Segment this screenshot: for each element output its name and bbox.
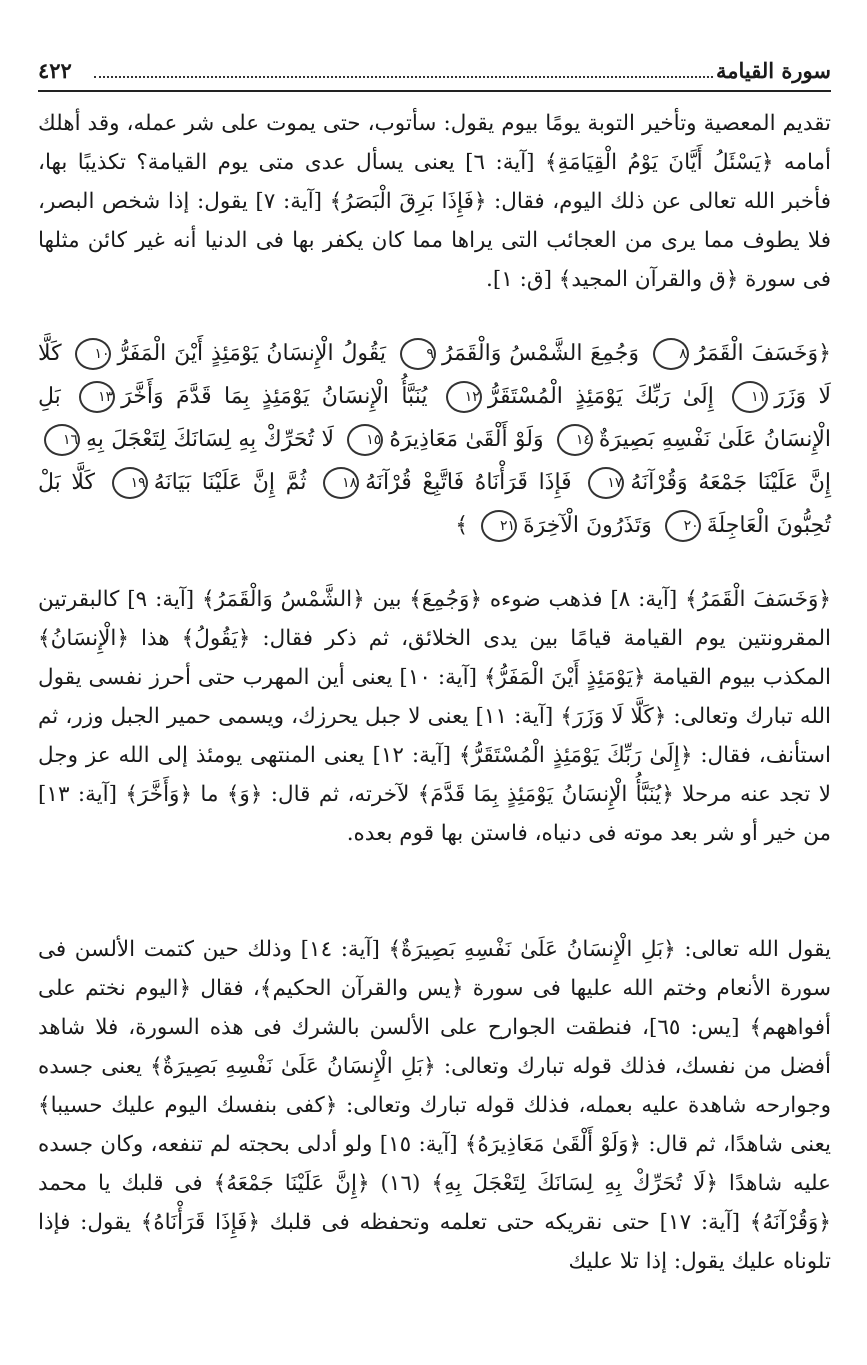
verse-number-marker: ١١ — [732, 381, 768, 413]
verse-number-marker: ١٥ — [347, 424, 383, 456]
commentary-paragraph-1: تقديم المعصية وتأخير التوبة يومًا بيوم يقول: سأتوب، حتى يموت على شر عمله، وقد أهلك أمامه ﴿يَسْئَلُ أَيَّانَ يَوْمُ الْقِيَامَةِ﴾ [آية: ٦] يعنى يسأل عدى متى يوم القيامة؟ تكذيبًا بها، فأخبر الله تعالى عن ذلك اليوم، فقال: ﴿فَإِذَا بَرِقَ الْبَصَرُ﴾ [آية: ٧] يقول: إذا شخص البصر، فلا يطوف مما يرى من العجائب التى يراها مما كان يكفر بها فى الدنيا أنه غير كائن مثلها فى سورة ﴿ق والقرآن المجيد﴾ [ق: ١]. — [38, 111, 832, 292]
verse-number-marker: ٢١ — [481, 510, 517, 542]
verse-text: إِلَىٰ رَبِّكَ يَوْمَئِذٍ الْمُسْتَقَرُّ — [487, 384, 714, 409]
verse-text: كَلَّا بَلْ تُحِبُّونَ الْعَاجِلَةَ — [38, 470, 831, 538]
verse-text: ﴿وَخَسَفَ الْقَمَرُ — [694, 341, 832, 366]
verse-number-marker: ١٠ — [75, 338, 111, 370]
verse-number-marker: ١٣ — [79, 381, 115, 413]
verse-text: وَلَوْ أَلْقَىٰ مَعَاذِيرَهُ — [389, 427, 544, 452]
verse-number-marker: ١٤ — [557, 424, 593, 456]
page-header — [38, 52, 831, 92]
quran-verses-block — [38, 332, 831, 547]
verse-number-marker: ١٨ — [323, 467, 359, 499]
verse-text: يَقُولُ الْإِنسَانُ يَوْمَئِذٍ أَيْنَ الْمَفَرُّ — [117, 341, 387, 366]
verse-text: كَلَّا لَا وَزَرَ — [38, 341, 831, 409]
verse-number-marker: ١٩ — [112, 467, 148, 499]
commentary-paragraph-3: يقول الله تعالى: ﴿بَلِ الْإِنسَانُ عَلَىٰ نَفْسِهِ بَصِيرَةٌ﴾ [آية: ١٤] وذلك حين كتمت الألسن فى سورة الأنعام وختم الله عليها فى سورة ﴿يس والقرآن الحكيم﴾، فقال ﴿اليوم نختم على أفواههم﴾ [يس: ٦٥]، فنطقت الجوارح على الألسن بالشرك فى هذه السورة، فلا شاهد أفضل من نفسك، فذلك قوله تبارك وتعالى: ﴿بَلِ الْإِنسَانُ عَلَىٰ نَفْسِهِ بَصِيرَةٌ﴾ يعنى جسده وجوارحه شاهدة عليه بعمله، فذلك قوله تبارك وتعالى: ﴿كفى بنفسك اليوم عليك حسيبا﴾ يعنى شاهدًا، ثم قال: ﴿وَلَوْ أَلْقَىٰ مَعَاذِيرَهُ﴾ [آية: ١٥] ولو أدلى بحجته لم تنفعه، وكان جسده عليه شاهدًا ﴿لَا تُحَرِّكْ بِهِ لِسَانَكَ لِتَعْجَلَ بِهِ﴾ (١٦) ﴿إِنَّ عَلَيْنَا جَمْعَهُ﴾ فى قلبك يا محمد ﴿وَقُرْآنَهُ﴾ [آية: ١٧] حتى نقريكه حتى تعلمه وتحفظه فى قلبك ﴿فَإِذَا قَرَأْنَاهُ﴾ يقول: فإذا تلوناه عليك يقول: إذا تلا عليك — [38, 937, 831, 1274]
verse-number-marker: ١٢ — [446, 381, 482, 413]
verse-text: إِنَّ عَلَيْنَا جَمْعَهُ وَقُرْآنَهُ — [630, 470, 831, 495]
verse-text: وَجُمِعَ الشَّمْسُ وَالْقَمَرُ — [441, 341, 639, 366]
verse-number-marker: ١٧ — [588, 467, 624, 499]
verse-text: لَا تُحَرِّكْ بِهِ لِسَانَكَ لِتَعْجَلَ بِهِ — [86, 427, 335, 452]
commentary-paragraph-2: ﴿وَخَسَفَ الْقَمَرُ﴾ [آية: ٨] فذهب ضوءه ﴿وَجُمِعَ﴾ بين ﴿الشَّمْسُ وَالْقَمَرُ﴾ [آية: ٩] كالبقرتين المقرونتين يوم القيامة قيامًا بين يدى الخلائق، ثم ذكر فقال: ﴿يَقُولُ﴾ هذا ﴿الْإِنسَانُ﴾ المكذب بيوم القيامة ﴿يَوْمَئِذٍ أَيْنَ الْمَفَرُّ﴾ [آية: ١٠] يعنى أين المهرب حتى أحرز نفسى يقول الله تبارك وتعالى: ﴿كَلَّا لَا وَزَرَ﴾ [آية: ١١] يعنى لا جبل يحرزك، ويسمى حمير الجبل وزر، ثم استأنف، فقال: ﴿إِلَىٰ رَبِّكَ يَوْمَئِذٍ الْمُسْتَقَرُّ﴾ [آية: ١٢] يعنى المنتهى يومئذ إلى الله عز وجل لا تجد عنه مرحلا ﴿يُنَبَّأُ الْإِنسَانُ يَوْمَئِذٍ بِمَا قَدَّمَ﴾ لآخرته، ثم قال: ﴿وَ﴾ ما ﴿وَأَخَّرَ﴾ [آية: ١٣] من خير أو شر بعد موته فى دنياه، فاستن بها قوم بعده. — [38, 587, 832, 846]
dotted-leader — [94, 76, 713, 78]
verse-number-marker: ٢٠ — [665, 510, 701, 542]
page-number: ٤٢٢ — [38, 58, 72, 83]
book-page — [38, 0, 831, 1365]
surah-title: سورة القيامة — [716, 58, 831, 83]
verse-text: بَلِ الْإِنسَانُ عَلَىٰ نَفْسِهِ بَصِيرَةٌ — [38, 384, 832, 452]
verse-close-bracket: ﴾ — [455, 513, 469, 538]
verse-text: يُنَبَّأُ الْإِنسَانُ يَوْمَئِذٍ بِمَا قَدَّمَ وَأَخَّرَ — [121, 384, 428, 409]
verse-number-marker: ٩ — [400, 338, 436, 370]
verse-text: فَإِذَا قَرَأْنَاهُ فَاتَّبِعْ قُرْآنَهُ — [365, 470, 572, 495]
verse-text: ثُمَّ إِنَّ عَلَيْنَا بَيَانَهُ — [153, 470, 307, 495]
verse-text: وَتَذَرُونَ الْآخِرَةَ — [523, 513, 652, 538]
verse-number-marker: ١٦ — [44, 424, 80, 456]
verse-number-marker: ٨ — [653, 338, 689, 370]
